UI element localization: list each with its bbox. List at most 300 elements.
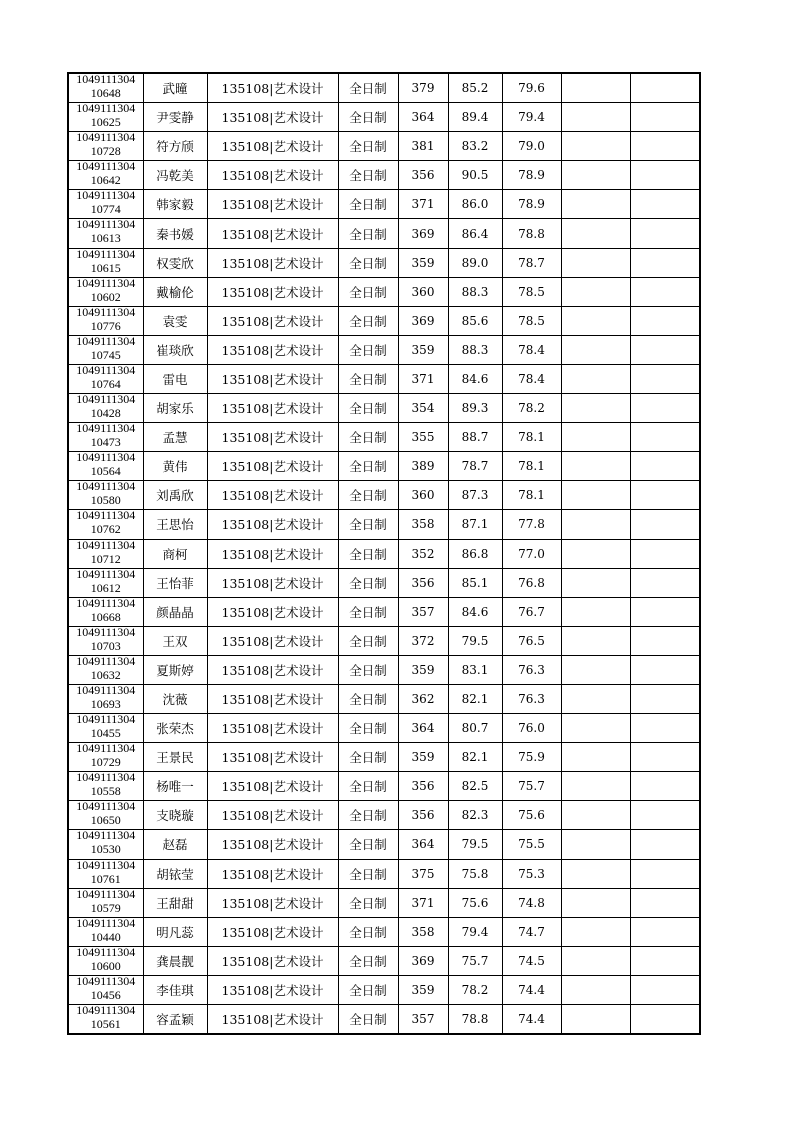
exam-id-line-2: 10745: [90, 347, 121, 362]
total-score-cell: 75.6: [502, 801, 561, 830]
exam-id-line-2: 10428: [90, 406, 121, 421]
exam-id-line-2: 10473: [90, 435, 121, 450]
empty-cell: [561, 801, 630, 830]
initial-score-cell: 359: [398, 975, 448, 1004]
retest-score-cell: 82.5: [448, 772, 502, 801]
initial-score-cell: 379: [398, 73, 448, 103]
study-mode-cell: 全日制: [338, 248, 398, 277]
table-row: [68, 481, 700, 510]
empty-cell: [630, 277, 700, 306]
exam-id-line-2: 10615: [90, 260, 121, 275]
table-row: [68, 306, 700, 335]
empty-cell: [561, 888, 630, 917]
exam-id-cell: [68, 161, 143, 190]
study-mode-cell: 全日制: [338, 103, 398, 132]
retest-score-cell: 89.4: [448, 103, 502, 132]
empty-cell: [561, 481, 630, 510]
retest-score-cell: 86.8: [448, 539, 502, 568]
empty-cell: [630, 597, 700, 626]
exam-id-line-2: 10632: [90, 667, 121, 682]
empty-cell: [561, 743, 630, 772]
major-cell: 135108|艺术设计: [207, 597, 338, 626]
exam-id-cell: [68, 772, 143, 801]
initial-score-cell: 359: [398, 248, 448, 277]
exam-id-line-1: 1049111304: [76, 772, 136, 785]
exam-id-line-1: 1049111304: [76, 1005, 136, 1017]
table-row: [68, 394, 700, 423]
empty-cell: [561, 859, 630, 888]
initial-score-cell: 358: [398, 917, 448, 946]
table-row: [68, 772, 700, 801]
major-cell: 135108|艺术设计: [207, 190, 338, 219]
table-row: [68, 1005, 700, 1035]
empty-cell: [630, 830, 700, 859]
retest-score-cell: 88.3: [448, 277, 502, 306]
table-row: [68, 888, 700, 917]
study-mode-cell: 全日制: [338, 161, 398, 190]
table-row: [68, 248, 700, 277]
exam-id-line-1: 1049111304: [76, 888, 136, 901]
table-row: [68, 830, 700, 859]
empty-cell: [630, 510, 700, 539]
retest-score-cell: 79.5: [448, 830, 502, 859]
empty-cell: [630, 946, 700, 975]
score-table: [67, 72, 701, 1035]
empty-cell: [630, 481, 700, 510]
study-mode-cell: 全日制: [338, 684, 398, 713]
major-cell: 135108|艺术设计: [207, 452, 338, 481]
total-score-cell: 75.9: [502, 743, 561, 772]
student-name-cell: 沈薇: [143, 684, 207, 713]
retest-score-cell: 85.1: [448, 568, 502, 597]
initial-score-cell: 354: [398, 394, 448, 423]
empty-cell: [561, 917, 630, 946]
retest-score-cell: 89.0: [448, 248, 502, 277]
initial-score-cell: 357: [398, 597, 448, 626]
total-score-cell: 74.8: [502, 888, 561, 917]
major-cell: 135108|艺术设计: [207, 772, 338, 801]
major-cell: 135108|艺术设计: [207, 859, 338, 888]
exam-id-cell: [68, 743, 143, 772]
major-cell: 135108|艺术设计: [207, 539, 338, 568]
initial-score-cell: 389: [398, 452, 448, 481]
exam-id-cell: [68, 975, 143, 1004]
exam-id-cell: [68, 452, 143, 481]
empty-cell: [630, 364, 700, 393]
exam-id-cell: [68, 597, 143, 626]
table-row: [68, 364, 700, 393]
study-mode-cell: 全日制: [338, 306, 398, 335]
empty-cell: [561, 568, 630, 597]
exam-id-cell: [68, 277, 143, 306]
total-score-cell: 78.4: [502, 335, 561, 364]
student-name-cell: 赵磊: [143, 830, 207, 859]
retest-score-cell: 75.6: [448, 888, 502, 917]
exam-id-cell: [68, 481, 143, 510]
major-cell: 135108|艺术设计: [207, 801, 338, 830]
study-mode-cell: 全日制: [338, 1005, 398, 1035]
empty-cell: [630, 219, 700, 248]
exam-id-line-1: 1049111304: [76, 830, 136, 843]
student-name-cell: 明凡蕊: [143, 917, 207, 946]
exam-id-line-1: 1049111304: [76, 626, 136, 639]
retest-score-cell: 86.0: [448, 190, 502, 219]
retest-score-cell: 89.3: [448, 394, 502, 423]
exam-id-cell: [68, 626, 143, 655]
exam-id-line-2: 10456: [90, 987, 121, 1002]
study-mode-cell: 全日制: [338, 655, 398, 684]
total-score-cell: 76.8: [502, 568, 561, 597]
table-row: [68, 801, 700, 830]
exam-id-cell: [68, 394, 143, 423]
total-score-cell: 78.9: [502, 161, 561, 190]
retest-score-cell: 90.5: [448, 161, 502, 190]
empty-cell: [630, 161, 700, 190]
empty-cell: [561, 626, 630, 655]
exam-id-line-1: 1049111304: [76, 975, 136, 988]
retest-score-cell: 78.7: [448, 452, 502, 481]
retest-score-cell: 78.8: [448, 1005, 502, 1035]
exam-id-line-2: 10703: [90, 638, 121, 653]
exam-id-line-2: 10764: [90, 376, 121, 391]
exam-id-line-2: 10561: [90, 1017, 121, 1031]
retest-score-cell: 87.1: [448, 510, 502, 539]
empty-cell: [561, 1005, 630, 1035]
initial-score-cell: 369: [398, 219, 448, 248]
exam-id-line-1: 1049111304: [76, 248, 136, 261]
table-row: [68, 190, 700, 219]
student-name-cell: 尹雯静: [143, 103, 207, 132]
study-mode-cell: 全日制: [338, 714, 398, 743]
major-cell: 135108|艺术设计: [207, 161, 338, 190]
student-name-cell: 商柯: [143, 539, 207, 568]
student-name-cell: 王怡菲: [143, 568, 207, 597]
student-name-cell: 王景民: [143, 743, 207, 772]
exam-id-line-2: 10612: [90, 580, 121, 595]
empty-cell: [630, 73, 700, 103]
exam-id-line-1: 1049111304: [76, 306, 136, 319]
total-score-cell: 78.1: [502, 481, 561, 510]
student-name-cell: 胡家乐: [143, 394, 207, 423]
exam-id-cell: [68, 423, 143, 452]
retest-score-cell: 86.4: [448, 219, 502, 248]
exam-id-line-2: 10774: [90, 202, 121, 217]
major-cell: 135108|艺术设计: [207, 132, 338, 161]
total-score-cell: 77.8: [502, 510, 561, 539]
empty-cell: [561, 190, 630, 219]
empty-cell: [630, 132, 700, 161]
exam-id-line-2: 10648: [90, 86, 121, 100]
total-score-cell: 74.4: [502, 975, 561, 1004]
exam-id-cell: [68, 248, 143, 277]
major-cell: 135108|艺术设计: [207, 830, 338, 859]
major-cell: 135108|艺术设计: [207, 743, 338, 772]
student-name-cell: 韩家毅: [143, 190, 207, 219]
table-row: [68, 335, 700, 364]
total-score-cell: 78.5: [502, 277, 561, 306]
initial-score-cell: 357: [398, 1005, 448, 1035]
exam-id-line-1: 1049111304: [76, 568, 136, 581]
major-cell: 135108|艺术设计: [207, 626, 338, 655]
student-name-cell: 容孟颖: [143, 1005, 207, 1035]
study-mode-cell: 全日制: [338, 481, 398, 510]
major-cell: 135108|艺术设计: [207, 219, 338, 248]
exam-id-line-2: 10642: [90, 173, 121, 188]
study-mode-cell: 全日制: [338, 277, 398, 306]
total-score-cell: 78.5: [502, 306, 561, 335]
empty-cell: [561, 510, 630, 539]
exam-id-cell: [68, 801, 143, 830]
initial-score-cell: 359: [398, 743, 448, 772]
initial-score-cell: 375: [398, 859, 448, 888]
initial-score-cell: 364: [398, 830, 448, 859]
student-name-cell: 胡铱莹: [143, 859, 207, 888]
major-cell: 135108|艺术设计: [207, 335, 338, 364]
total-score-cell: 76.7: [502, 597, 561, 626]
student-name-cell: 崔琰欣: [143, 335, 207, 364]
major-cell: 135108|艺术设计: [207, 423, 338, 452]
empty-cell: [561, 335, 630, 364]
initial-score-cell: 359: [398, 655, 448, 684]
exam-id-line-1: 1049111304: [76, 161, 136, 174]
student-name-cell: 夏斯婷: [143, 655, 207, 684]
retest-score-cell: 82.1: [448, 684, 502, 713]
exam-id-cell: [68, 73, 143, 103]
empty-cell: [561, 394, 630, 423]
major-cell: 135108|艺术设计: [207, 394, 338, 423]
exam-id-line-1: 1049111304: [76, 277, 136, 290]
empty-cell: [630, 801, 700, 830]
table-row: [68, 423, 700, 452]
retest-score-cell: 84.6: [448, 597, 502, 626]
exam-id-line-1: 1049111304: [76, 452, 136, 465]
exam-id-line-2: 10580: [90, 493, 121, 508]
empty-cell: [630, 975, 700, 1004]
empty-cell: [630, 684, 700, 713]
empty-cell: [561, 277, 630, 306]
initial-score-cell: 352: [398, 539, 448, 568]
study-mode-cell: 全日制: [338, 859, 398, 888]
exam-id-line-1: 1049111304: [76, 423, 136, 436]
empty-cell: [561, 423, 630, 452]
table-row: [68, 103, 700, 132]
total-score-cell: 79.0: [502, 132, 561, 161]
table-row: [68, 975, 700, 1004]
exam-id-line-1: 1049111304: [76, 510, 136, 523]
table-row: [68, 743, 700, 772]
retest-score-cell: 82.3: [448, 801, 502, 830]
total-score-cell: 78.1: [502, 423, 561, 452]
retest-score-cell: 85.2: [448, 73, 502, 103]
table-row: [68, 277, 700, 306]
student-name-cell: 李佳琪: [143, 975, 207, 1004]
total-score-cell: 79.6: [502, 73, 561, 103]
study-mode-cell: 全日制: [338, 975, 398, 1004]
major-cell: 135108|艺术设计: [207, 568, 338, 597]
table-row: [68, 510, 700, 539]
empty-cell: [561, 306, 630, 335]
initial-score-cell: 369: [398, 306, 448, 335]
study-mode-cell: 全日制: [338, 888, 398, 917]
empty-cell: [630, 248, 700, 277]
empty-cell: [561, 452, 630, 481]
total-score-cell: 76.3: [502, 655, 561, 684]
empty-cell: [630, 568, 700, 597]
exam-id-cell: [68, 1005, 143, 1035]
empty-cell: [561, 132, 630, 161]
initial-score-cell: 359: [398, 335, 448, 364]
student-name-cell: 颜晶晶: [143, 597, 207, 626]
exam-id-line-2: 10650: [90, 813, 121, 828]
student-name-cell: 黄伟: [143, 452, 207, 481]
exam-id-cell: [68, 714, 143, 743]
exam-id-line-2: 10728: [90, 144, 121, 159]
initial-score-cell: 371: [398, 364, 448, 393]
major-cell: 135108|艺术设计: [207, 917, 338, 946]
student-name-cell: 刘禹欣: [143, 481, 207, 510]
exam-id-cell: [68, 830, 143, 859]
exam-id-line-2: 10712: [90, 551, 121, 566]
initial-score-cell: 371: [398, 888, 448, 917]
empty-cell: [561, 772, 630, 801]
empty-cell: [561, 219, 630, 248]
table-row: [68, 539, 700, 568]
study-mode-cell: 全日制: [338, 190, 398, 219]
exam-id-line-1: 1049111304: [76, 335, 136, 348]
student-name-cell: 王双: [143, 626, 207, 655]
total-score-cell: 78.2: [502, 394, 561, 423]
empty-cell: [561, 714, 630, 743]
initial-score-cell: 364: [398, 714, 448, 743]
student-name-cell: 雷电: [143, 364, 207, 393]
initial-score-cell: 356: [398, 801, 448, 830]
exam-id-line-1: 1049111304: [76, 74, 136, 86]
major-cell: 135108|艺术设计: [207, 248, 338, 277]
major-cell: 135108|艺术设计: [207, 306, 338, 335]
table-row: [68, 219, 700, 248]
empty-cell: [561, 655, 630, 684]
empty-cell: [630, 626, 700, 655]
student-name-cell: 冯乾美: [143, 161, 207, 190]
exam-id-line-2: 10600: [90, 958, 121, 973]
student-name-cell: 权雯欣: [143, 248, 207, 277]
exam-id-cell: [68, 219, 143, 248]
empty-cell: [630, 772, 700, 801]
empty-cell: [630, 423, 700, 452]
retest-score-cell: 83.1: [448, 655, 502, 684]
student-name-cell: 秦书媛: [143, 219, 207, 248]
table-row: [68, 684, 700, 713]
major-cell: 135108|艺术设计: [207, 510, 338, 539]
exam-id-line-1: 1049111304: [76, 597, 136, 610]
student-name-cell: 龚晨靓: [143, 946, 207, 975]
table-row: [68, 859, 700, 888]
total-score-cell: 77.0: [502, 539, 561, 568]
exam-id-line-1: 1049111304: [76, 684, 136, 697]
study-mode-cell: 全日制: [338, 917, 398, 946]
empty-cell: [630, 394, 700, 423]
exam-id-line-1: 1049111304: [76, 219, 136, 232]
score-table-body: [68, 73, 700, 1034]
empty-cell: [561, 161, 630, 190]
total-score-cell: 75.3: [502, 859, 561, 888]
initial-score-cell: 356: [398, 161, 448, 190]
initial-score-cell: 364: [398, 103, 448, 132]
retest-score-cell: 82.1: [448, 743, 502, 772]
exam-id-cell: [68, 132, 143, 161]
exam-id-line-2: 10613: [90, 231, 121, 246]
exam-id-cell: [68, 917, 143, 946]
initial-score-cell: 362: [398, 684, 448, 713]
study-mode-cell: 全日制: [338, 539, 398, 568]
exam-id-line-1: 1049111304: [76, 946, 136, 959]
exam-id-cell: [68, 888, 143, 917]
student-name-cell: 孟慧: [143, 423, 207, 452]
exam-id-line-2: 10579: [90, 900, 121, 915]
empty-cell: [561, 946, 630, 975]
student-name-cell: 张荣杰: [143, 714, 207, 743]
student-name-cell: 戴榆伦: [143, 277, 207, 306]
exam-id-cell: [68, 510, 143, 539]
exam-id-cell: [68, 190, 143, 219]
major-cell: 135108|艺术设计: [207, 364, 338, 393]
exam-id-line-2: 10668: [90, 609, 121, 624]
exam-id-line-1: 1049111304: [76, 103, 136, 116]
study-mode-cell: 全日制: [338, 626, 398, 655]
empty-cell: [630, 859, 700, 888]
student-name-cell: 王思怡: [143, 510, 207, 539]
empty-cell: [630, 743, 700, 772]
total-score-cell: 78.7: [502, 248, 561, 277]
exam-id-line-1: 1049111304: [76, 481, 136, 494]
initial-score-cell: 356: [398, 568, 448, 597]
retest-score-cell: 83.2: [448, 132, 502, 161]
study-mode-cell: 全日制: [338, 743, 398, 772]
major-cell: 135108|艺术设计: [207, 946, 338, 975]
total-score-cell: 78.9: [502, 190, 561, 219]
total-score-cell: 74.4: [502, 1005, 561, 1035]
major-cell: 135108|艺术设计: [207, 277, 338, 306]
study-mode-cell: 全日制: [338, 335, 398, 364]
study-mode-cell: 全日制: [338, 597, 398, 626]
exam-id-line-2: 10440: [90, 929, 121, 944]
exam-id-line-2: 10564: [90, 464, 121, 479]
retest-score-cell: 85.6: [448, 306, 502, 335]
major-cell: 135108|艺术设计: [207, 684, 338, 713]
empty-cell: [561, 248, 630, 277]
table-row: [68, 161, 700, 190]
study-mode-cell: 全日制: [338, 219, 398, 248]
initial-score-cell: 372: [398, 626, 448, 655]
study-mode-cell: 全日制: [338, 946, 398, 975]
study-mode-cell: 全日制: [338, 772, 398, 801]
exam-id-cell: [68, 539, 143, 568]
empty-cell: [561, 975, 630, 1004]
initial-score-cell: 355: [398, 423, 448, 452]
empty-cell: [561, 597, 630, 626]
study-mode-cell: 全日制: [338, 568, 398, 597]
exam-id-cell: [68, 655, 143, 684]
exam-id-line-1: 1049111304: [76, 132, 136, 145]
study-mode-cell: 全日制: [338, 830, 398, 859]
initial-score-cell: 369: [398, 946, 448, 975]
empty-cell: [630, 452, 700, 481]
exam-id-line-2: 10602: [90, 289, 121, 304]
exam-id-line-2: 10776: [90, 318, 121, 333]
study-mode-cell: 全日制: [338, 452, 398, 481]
major-cell: 135108|艺术设计: [207, 481, 338, 510]
exam-id-line-1: 1049111304: [76, 394, 136, 407]
